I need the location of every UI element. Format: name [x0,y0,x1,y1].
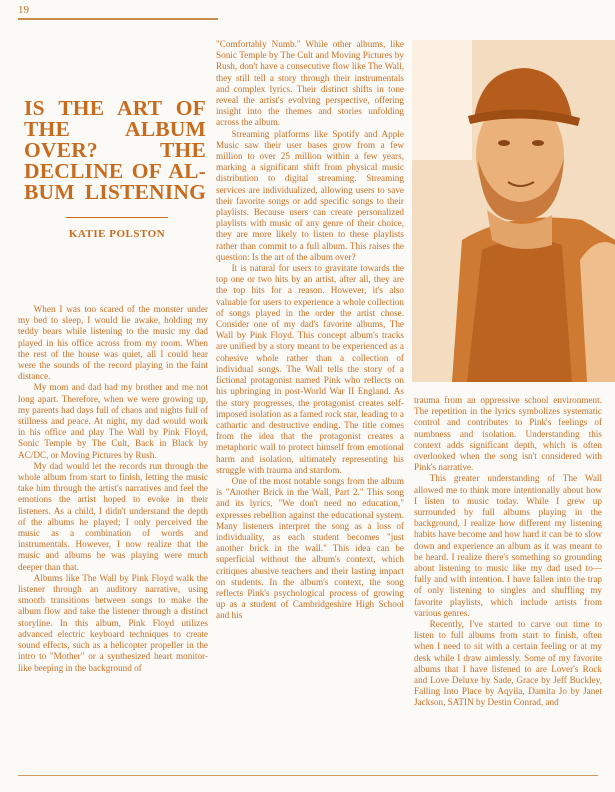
paragraph: Recently, I've started to carve out time to listen to full albums from start to finish, often when I need to sit with a certain feeling or at my desk while I draw aimlessly. Some of my favorite albums that I have listened to are Lover's Rock and Love Deluxe by Sade, Grace by Jeff Buckley, Falling Into Place by Aqyila, Damita Jo by Janet Jackson, SATIN by Destin Conrad, and [414,619,602,708]
header-rule [18,18,218,20]
article-headline: IS THE ART OF THE ALBUM OVER? THE DECLINE OF AL- BUM LISTENING [24,96,206,204]
photo-of-man-in-cap [412,40,615,382]
paragraph: trauma from an oppressive school environment. The repetition in the lyrics symbolizes systematic control and contributes to Pink's feelings of numbness and isolation. Understanding this context adds significant depth, which is often overlooked when the song isn't considered with Pink's narrative. [414,395,602,473]
article-column-2 [216,39,404,622]
author-byline: KATIE POLSTON [68,228,166,240]
paragraph: Streaming platforms like Spotify and Apple Music saw their user bases grow from a few million to over 25 million within a few years, marking a significant shift from physical music distribution to digital streaming. Streaming services are individualized, allowing users to save their favorite songs or add specific songs to their playlists. Because users can create personalized playlists with music of any genre of their choice, they are more likely to listen to these playlists rather than commit to a full album. This raises the question: Is the art of the album over? [216,128,404,262]
paragraph: This greater understanding of The Wall allowed me to think more intentionally about how I listen to music today. While I grew up surrounded by full albums playing in the background, I realize how different my listening habits have become and how hard it can be to slow down and experience an album as it was meant to be heard. I realize there's something so grounding about listening to music like my dad used to—fully and with intention. I have fallen into the trap of only listening to singles and shuffling my favorite playlists, which include artists from various genres. [414,473,602,618]
page-number: 19 [18,4,29,16]
paragraph: Albums like The Wall by Pink Floyd walk the listener through an auditory narrative, using smooth transitions between songs to make the album flow and take the listener through a distinct storyline. In this album, Pink Floyd utilizes advanced electric keyboard techniques to create sound effects, such as a helicopter propeller in the intro to "Mother" or a synthesized heart monitor-like beeping in the background of [18,572,208,673]
paragraph: My dad would let the records run through the whole album from start to finish, letting the music take him through the artist's narratives and feel the emotions the artist hoped to evoke in their listeners. As a child, I didn't understand the depth of the albums he played; I only perceived the music as a combination of words and instrumentals. However, I now realize that the music and albums he was playing were much deeper than that. [18,460,208,572]
paragraph: "Comfortably Numb." While other albums, like Sonic Temple by The Cult and Moving Pictures by Rush, don't have a consecutive flow like The Wall, they still tell a story through their instrumentals and complex lyrics. Their distinct shifts in tone reveal the artist's evolving perspective, offering insight into the themes and stories unfolding across the album. [216,39,404,128]
article-column-3 [414,395,602,709]
paragraph: It is natural for users to gravitate towards the top one or two hits by an artist, after all, they are the top hits for a reason. However, it's also valuable for users to experience a whole collection of songs played in the order the artist chose. Consider one of my dad's favorite albums, The Wall by Pink Floyd. This concept album's tracks are unified by a story meant to be experienced as a cohesive whole rather than a collection of individual songs. The Wall tells the story of a fictional protagonist named Pink who reflects on his upbringing in post-World War II England. As the story progresses, the protagonist creates self-imposed isolation as a famed rock star, leading to a cathartic and destructive ending. The title comes from the idea that the protagonist creates a metaphoric wall to protect himself from emotional harm and isolation, ultimately representing his struggle with trauma and stardom. [216,263,404,475]
byline-rule [66,217,168,218]
article-column-1 [18,304,208,674]
paragraph: My mom and dad had my brother and me not long apart. Therefore, when we were growing up, my parents had days full of chaos and nights full of stillness and peace. At night, my dad would work in his office and play The Wall by Pink Floyd, Sonic Temple by The Cult, Back in Black by AC/DC, or Moving Pictures by Rush. [18,382,208,460]
paragraph: One of the most notable songs from the album is "Another Brick in the Wall, Part 2." This song and its lyrics, "We don't need no education," expresses rebellion against the educational system. Many listeners interpret the song as a loss of individuality, as each student becomes "just another brick in the wall." This idea can be superficial without the album's context, which critiques abusive teachers and their lasting impact on students. In the album's context, the song reflects Pink's psychological process of growing up as a student of Cambridgeshire High School and his [216,475,404,621]
photo-illustration [412,40,615,382]
footer-rule [18,775,598,776]
paragraph: When I was too scared of the monster under my bed to sleep, I would lie awake, holding my teddy bears while listening to the music my dad played in his office across from my room. When the rest of the house was quiet, all I could hear were the sounds of the record playing in the faint distance. [18,304,208,382]
